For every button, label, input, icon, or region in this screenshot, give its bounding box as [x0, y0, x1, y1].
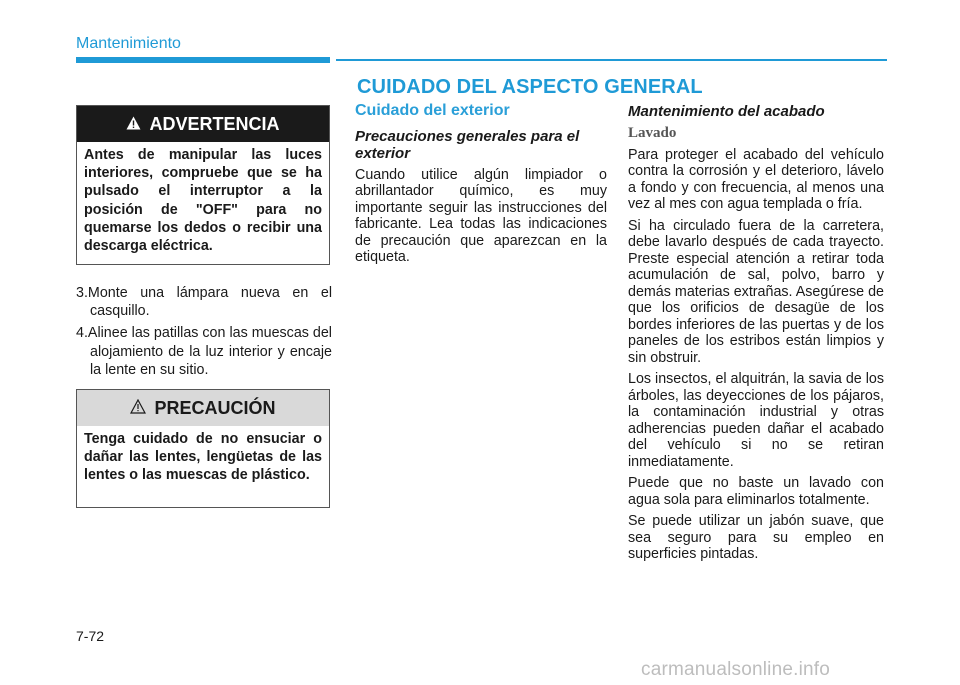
exterior-subheading: Precauciones generales para el exterior [355, 127, 580, 162]
exterior-column [355, 103, 607, 271]
steps-list [76, 284, 332, 383]
finish-paragraph: Puede que no baste un lavado con agua sola para eliminarlos totalmente. [628, 475, 884, 508]
exterior-heading: Cuidado del exterior [355, 102, 510, 119]
header-rule-thick [76, 57, 330, 63]
finish-paragraph: Se puede utilizar un jabón suave, que sea seguro para su empleo en superficies pintadas. [628, 513, 884, 562]
warning-header [77, 106, 329, 142]
exterior-paragraph: Cuando utilice algún limpiador o abrillantador químico, es muy importante seguir las instrucciones del fabricante. Lea todas las indicaciones de precaución que aparezcan en la etiqueta. [355, 166, 607, 265]
warning-box [76, 105, 330, 265]
finish-paragraph: Los insectos, el alquitrán, la savia de los árboles, las deyecciones de los pájaros, la contaminación industrial y otras adherencias pueden dañar el acabado del vehículo si no se retiran inmediatamente. [628, 371, 884, 470]
chapter-title: CUIDADO DEL ASPECTO GENERAL [357, 76, 703, 98]
caution-text: Tenga cuidado de no ensuciar o dañar las lentes, lengüetas de las lentes o las muescas de plástico. [84, 431, 322, 484]
warning-triangle-filled-icon [126, 114, 141, 135]
header-rule-thin [336, 59, 887, 61]
finish-heading: Mantenimiento del acabado [628, 103, 825, 120]
warning-triangle-outline-icon [130, 398, 146, 419]
finish-column [628, 103, 884, 568]
watermark-link[interactable]: carmanualsonline.info [641, 659, 831, 680]
caution-title: PRECAUCIÓN [154, 397, 276, 418]
finish-paragraph: Si ha circulado fuera de la carretera, debe lavarlo después de cada trayecto. Preste especial atención a retirar toda acumulación de sal, polvo, barro y demás materias extrañas. Asegúrese de que los orificios de desagüe de los bordes inferiores de las puertas y de los paneles de los estribos están limpios y sin obstruir. [628, 217, 884, 366]
step-item: 3.Monte una lámpara nueva en el casquillo. [76, 285, 332, 320]
caution-box [76, 389, 330, 508]
finish-subheading: Lavado [628, 125, 677, 141]
caution-header [77, 390, 329, 426]
finish-paragraph: Para proteger el acabado del vehículo contra la corrosión y el deterioro, lávelo a fondo y con frecuencia, al menos una vez al mes con agua templada o fría. [628, 146, 884, 212]
warning-title: ADVERTENCIA [149, 113, 280, 134]
section-title: Mantenimiento [76, 35, 181, 52]
step-item: 4.Alinee las patillas con las muescas del alojamiento de la luz interior y encaje la lente en su sitio. [76, 325, 332, 378]
page-number: 7-72 [76, 628, 105, 644]
warning-text: Antes de manipular las luces interiores, compruebe que se ha pulsado el interruptor a la posición de "OFF" para no quemarse los dedos o recibir una descarga eléctrica. [84, 147, 322, 255]
